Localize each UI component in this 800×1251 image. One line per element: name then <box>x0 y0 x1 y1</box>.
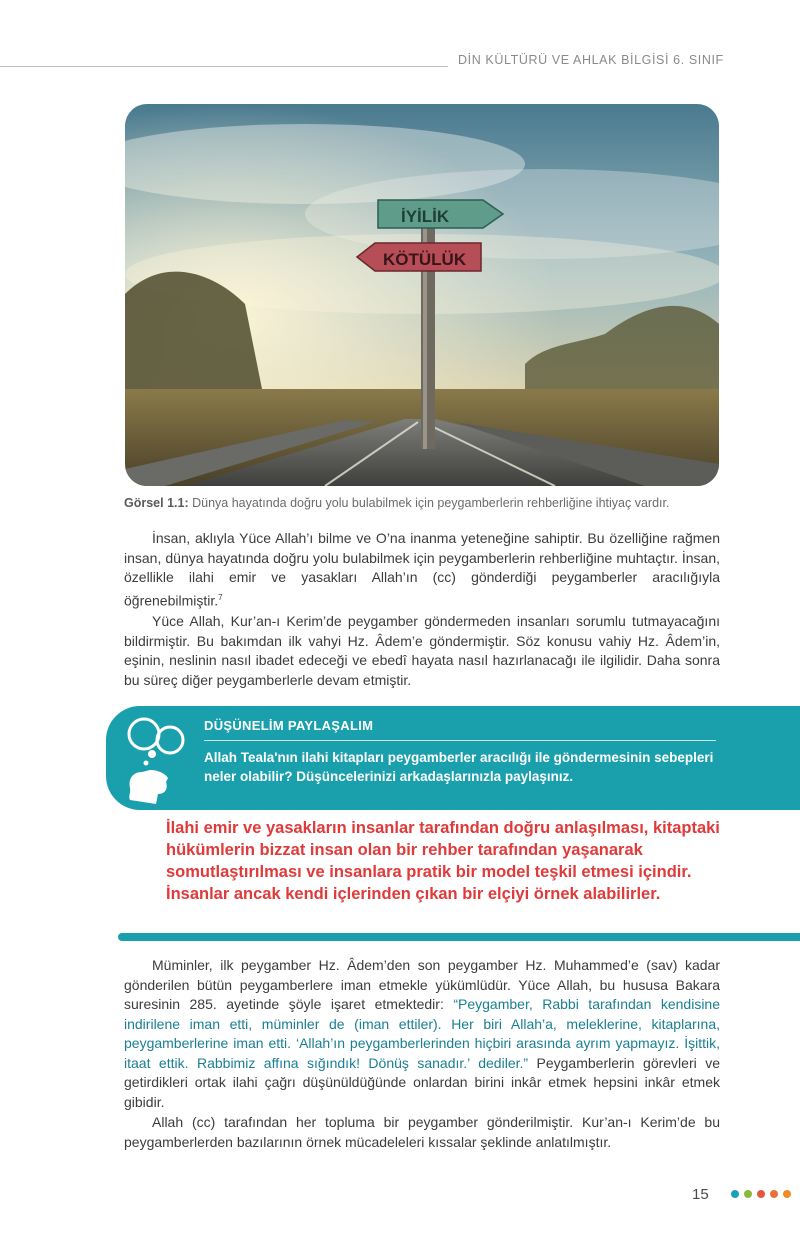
paragraph-3-intro: Müminler, ilk peygamber Hz. Âdem’den son peygamber Hz. Muhammed’e (sav) kadar gönderilen bütün peygamberlere iman etmekle yükümlüdür. Yüce Allah, bu hususa Bakara suresinin 285. ayetinde şöyle işaret etmektedir: <box>124 957 720 1012</box>
dot-5 <box>783 1190 791 1198</box>
paragraph-3 <box>124 956 720 1112</box>
thinking-head-icon <box>122 714 192 804</box>
dot-1 <box>731 1190 739 1198</box>
sign-good-label: İYİLİK <box>401 207 450 226</box>
answer-line-3: somutlaştırılması ve insanlara pratik bir model teşkil etmesi içindir. <box>166 863 692 881</box>
sign-bad-label: KÖTÜLÜK <box>383 250 467 269</box>
decorative-dots <box>731 1190 791 1198</box>
caption-label: Görsel 1.1: <box>124 496 189 510</box>
paragraph-4-text: Allah (cc) tarafından her topluma bir peygamber gönderilmiştir. Kur’an-ı Kerim’de bu peygamberlerden bazılarının örnek mücadeleleri kıssalar şeklinde anlatılmıştır. <box>124 1114 720 1150</box>
crossroads-photo <box>125 104 719 486</box>
verse-quote: “Peygamber, Rabbi tarafından kendisine indirilene iman etti, müminler de (iman ettiler). Her biri Allah’a, meleklerine, kitaplarına, peygamberlerine iman etti. ‘Allah’ın peygamberlerinden hiçbiri arasında ayrım yapmayız. İşittik, itaat ettik. Rabbimiz affına sığındık! Dönüş sanadır.’ dediler.” <box>124 996 720 1071</box>
paragraph-1 <box>124 529 720 611</box>
paragraph-1-text: İnsan, aklıyla Yüce Allah’ı bilme ve O’na inanma yeteneğine sahiptir. Bu özelliğine rağmen insan, dünya hayatında doğru yolu bulabilmek için peygamberlerin rehberliğine muhtaçtır. İnsan, özellikle ilahi emir ve yasakları Allah’ın (cc) gönderdiği peygamberler aracılığıyla öğrenebilmiştir. <box>124 530 720 609</box>
think-share-question: Allah Teala'nın ilahi kitapları peygamberler aracılığı ile göndermesinin sebepleri neler olabilir? Düşüncelerinizi arkadaşlarınızla paylaşınız. <box>204 750 714 784</box>
answer-line-2: hükümlerin bizzat insan olan bir rehber tarafından yaşanarak <box>166 841 643 859</box>
dot-3 <box>757 1190 765 1198</box>
figure-caption <box>124 496 724 510</box>
paragraph-3-end: Peygamberlerin görevleri ve getirdikleri ortak ilahi çağrı düşünüldüğünde onlardan birini inkâr etmek hepsini inkâr etmek gibidir. <box>124 1054 720 1110</box>
think-share-title: DÜŞÜNELİM PAYLAŞALIM <box>204 718 374 733</box>
section-bottom-bar <box>118 933 800 941</box>
think-share-divider <box>204 740 716 741</box>
header-title: DİN KÜLTÜRÜ VE AHLAK BİLGİSİ 6. SINIF <box>458 53 724 67</box>
page-number: 15 <box>692 1186 709 1203</box>
caption-text: Dünya hayatında doğru yolu bulabilmek için peygamberlerin rehberliğine ihtiyaç vardır. <box>188 496 670 510</box>
footnote-ref: 7 <box>218 592 223 602</box>
dot-4 <box>770 1190 778 1198</box>
paragraph-2-text: Yüce Allah, Kur’an-ı Kerim’de peygamber göndermeden insanları sorumlu tutmayacağını bildirmiştir. Bu bakımdan ilk vahyi Hz. Âdem’e göndermiştir. Söz konusu vahiy Hz. Âdem’in, eşinin, neslinin nasıl ibadet edeceği ve ebedî hayata nasıl hazırlanacağı ile ilgilidir. Daha sonra bu süreç diğer peygamberlerle devam etmiştir. <box>124 613 720 688</box>
dot-2 <box>744 1190 752 1198</box>
paragraph-2 <box>124 612 720 690</box>
header-rule <box>0 66 448 67</box>
answer-line-4: İnsanlar ancak kendi içlerinden çıkan bir elçiyi örnek alabilirler. <box>166 885 661 903</box>
paragraph-4 <box>124 1113 720 1152</box>
answer-text <box>166 817 766 905</box>
answer-line-1: İlahi emir ve yasakların insanlar tarafından doğru anlaşılması, kitaptaki <box>166 819 720 837</box>
